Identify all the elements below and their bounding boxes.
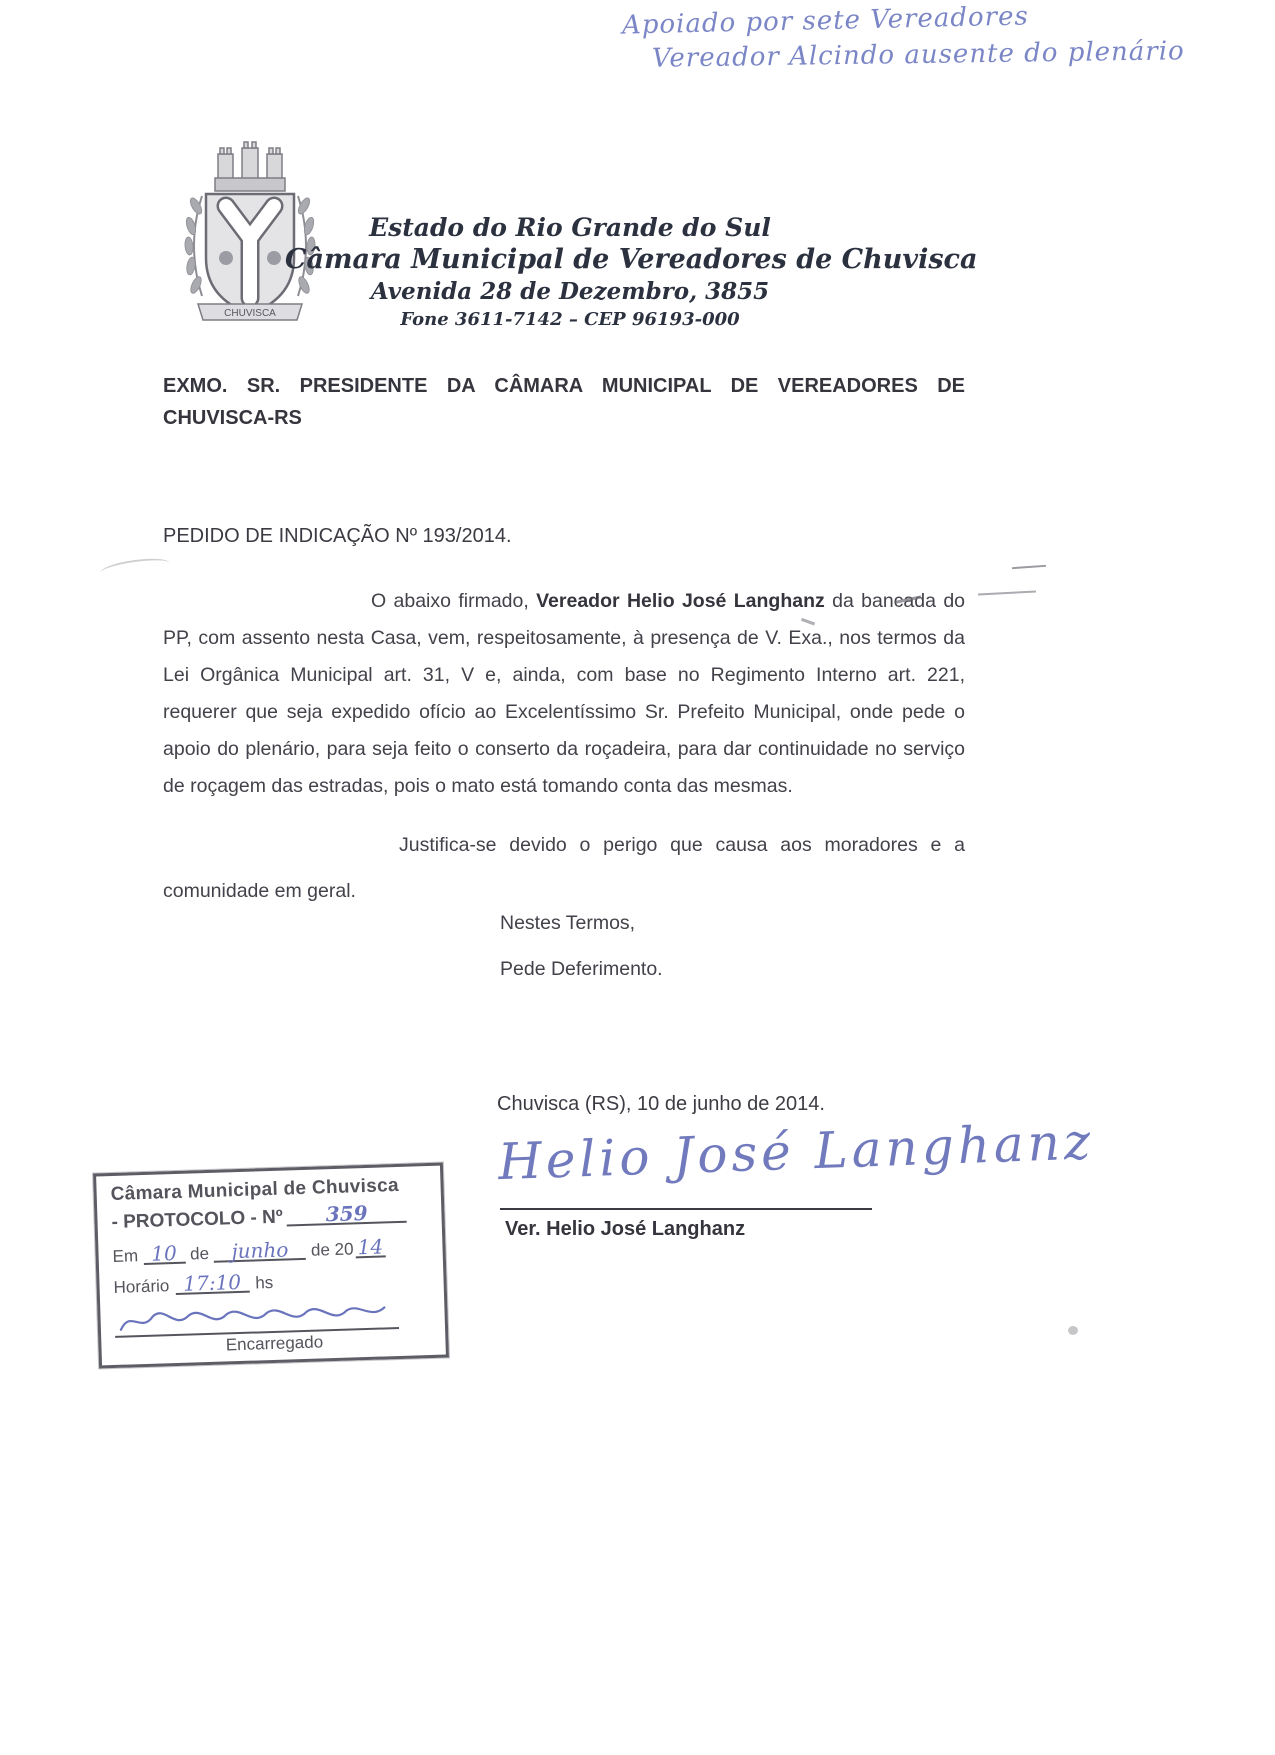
letterhead-phone-cep: Fone 3611-7142 – CEP 96193-000 bbox=[400, 309, 740, 330]
shield-icon bbox=[206, 194, 294, 314]
stamp-title: Câmara Municipal de Chuvisca bbox=[110, 1174, 400, 1205]
stamp-date-month: junho bbox=[214, 1240, 307, 1263]
margin-note-line2: Vereador Alcindo ausente do plenário bbox=[651, 36, 1185, 74]
paragraph1-rest: da bancada do PP, com assento nesta Casa, vem, respeitosamente, à presença de V. Exa., nos termos da Lei Orgânica Municipal art. 31, V e, ainda, com base no Regimento Interno art. 221, requerer que seja expedido ofício ao Excelentíssimo Sr. Prefeito Municipal, onde pede o apoio do plenário, para seja feito o conserto da roçadeira, para dar continuidade no serviço de roçagem das estradas, pois o mato está tomando conta das mesmas. bbox=[163, 590, 966, 797]
scan-dot-artifact bbox=[1068, 1326, 1078, 1335]
letterhead-address: Avenida 28 de Dezembro, 3855 bbox=[370, 278, 770, 305]
margin-note-line1: Apoiado por sete Vereadores bbox=[621, 1, 1030, 41]
stamp-date-sep1: de bbox=[189, 1243, 210, 1264]
stamp-protocol-label: - PROTOCOLO - Nº bbox=[111, 1206, 284, 1233]
protocol-stamp bbox=[93, 1163, 449, 1369]
stamp-date-row bbox=[112, 1236, 431, 1267]
stamp-protocol-number: 359 bbox=[286, 1203, 407, 1227]
stamp-date-sep2: de 20 bbox=[310, 1239, 354, 1260]
stamp-time-value: 17:10 bbox=[175, 1273, 250, 1295]
scan-artifact bbox=[1012, 565, 1046, 569]
letterhead-state: Estado do Rio Grande do Sul bbox=[369, 213, 771, 242]
handwritten-signature: Helio José Langhanz bbox=[497, 1112, 1096, 1192]
paragraph1-intro: O abaixo firmado, bbox=[371, 590, 537, 612]
closing-terms: Nestes Termos, bbox=[500, 912, 636, 934]
stamp-time-label: Horário bbox=[113, 1276, 170, 1297]
closing-plea: Pede Deferimento. bbox=[500, 958, 663, 980]
signature-line bbox=[500, 1208, 872, 1210]
subject-line: PEDIDO DE INDICAÇÃO Nº 193/2014. bbox=[163, 525, 512, 547]
letterhead bbox=[285, 212, 978, 332]
crown-icon bbox=[215, 142, 285, 191]
paragraph1-author-name: Vereador Helio José Langhanz bbox=[536, 590, 825, 612]
stamp-time-suffix: hs bbox=[254, 1272, 274, 1293]
addressee: EXMO. SR. PRESIDENTE DA CÂMARA MUNICIPAL DE VEREADORES DE CHUVISCA-RS bbox=[163, 375, 965, 429]
stamp-date-day: 10 bbox=[143, 1244, 186, 1265]
dateline: Chuvisca (RS), 10 de junho de 2014. bbox=[497, 1093, 825, 1115]
banner-text: CHUVISCA bbox=[224, 308, 276, 319]
signature-printed-name: Ver. Helio José Langhanz bbox=[505, 1218, 746, 1240]
stamp-time-row bbox=[113, 1267, 432, 1298]
body-paragraph-2: Justifica-se devido o perigo que causa aos moradores e a comunidade em geral. bbox=[163, 834, 965, 902]
body-paragraph-1 bbox=[163, 583, 965, 805]
stamp-date-year: 14 bbox=[355, 1237, 386, 1258]
pencil-mark-artifact bbox=[99, 555, 171, 581]
stamp-date-prefix: Em bbox=[112, 1246, 139, 1266]
stamp-role-label: Encarregado bbox=[225, 1332, 324, 1355]
letterhead-organization: Câmara Municipal de Vereadores de Chuvisca bbox=[285, 244, 978, 275]
stamp-protocol-row bbox=[111, 1202, 430, 1234]
scan-artifact bbox=[978, 590, 1036, 595]
